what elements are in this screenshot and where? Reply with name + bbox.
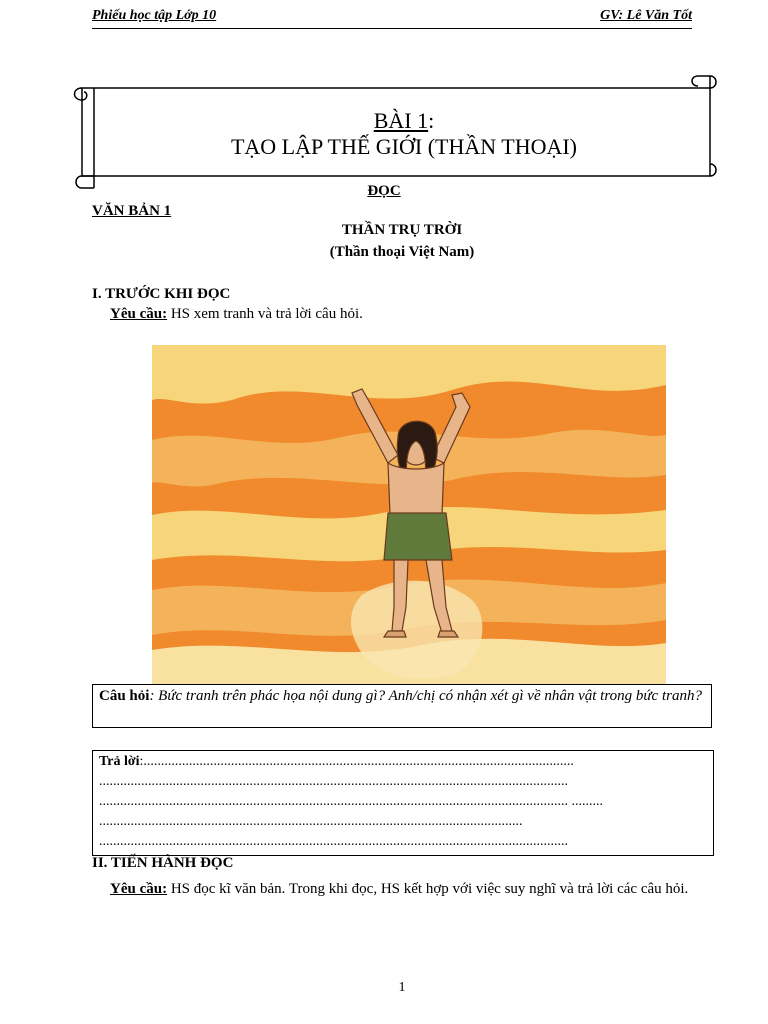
request-label: Yêu cầu: [110,306,168,322]
answer-line: ...................................................................................................................................... [99,834,568,849]
page-number: 1 [398,980,406,995]
answer-line: Trả lời:........................................................................................................................... [99,754,574,769]
text-label: VĂN BẢN 1 [92,203,172,219]
answer-line: ...................................................................................................................................... ......... [99,794,603,809]
question-box [92,684,712,728]
section1-heading: I. TRƯỚC KHI ĐỌC [92,286,231,302]
header-subject: Phiếu học tập Lớp 10 [92,8,217,23]
story-title: THẦN TRỤ TRỜI [341,222,463,238]
reading-heading: ĐỌC [367,183,401,199]
request-label: Yêu cầu: [110,881,168,897]
section2-request: Yêu cầu: HS đọc kĩ văn bản. Trong khi đọc, HS kết hợp với việc suy nghĩ và trả lời các câu hỏi. [110,881,689,897]
answer-box[interactable] [92,750,714,856]
header-teacher: GV: Lê Văn Tốt [600,8,692,23]
header-rule [92,28,692,29]
section1-request: Yêu cầu: HS xem tranh và trả lời câu hỏi. [110,306,363,322]
section2-heading: II. TIẾN HÀNH ĐỌC [92,855,234,871]
question-label: Câu hỏi [99,688,150,704]
answer-label: Trả lời [99,754,140,769]
titan-illustration [152,345,666,685]
answer-line: ...................................................................................................................................... [99,774,568,789]
lesson-title: TẠO LẬP THẾ GIỚI (THẦN THOẠI) [230,134,578,159]
story-subtitle: (Thần thoại Việt Nam) [329,244,475,260]
answer-line: ......................................................................................................................... [99,814,523,829]
lesson-number: BÀI 1: [373,108,435,133]
question-text: : Bức tranh trên phác họa nội dung gì? Anh/chị có nhận xét gì về nhân vật trong bức tranh? [149,688,702,704]
